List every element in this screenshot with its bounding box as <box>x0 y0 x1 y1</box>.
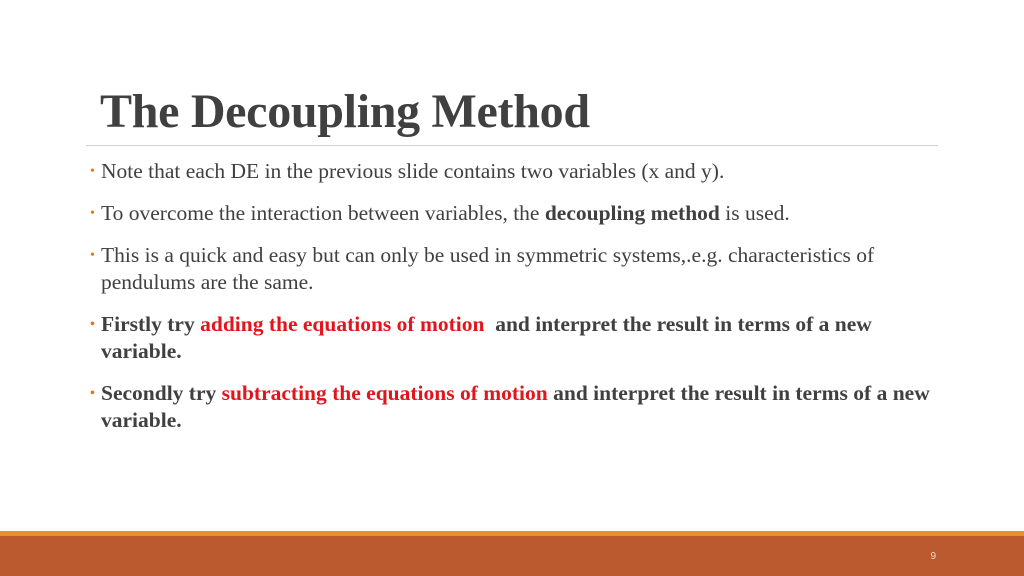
bullet-text: Note that each DE in the previous slide contains two variables (x and y). <box>101 159 725 183</box>
bullet-icon: • <box>90 164 95 179</box>
bullet-icon: • <box>90 248 95 263</box>
bullet-text: and interpret the result in terms of a new variable. <box>101 312 878 363</box>
bullet-text: Firstly try <box>101 312 201 336</box>
bullet-item <box>86 311 946 365</box>
bullet-icon: • <box>90 206 95 221</box>
bullet-text: Secondly try <box>101 381 222 405</box>
bullet-icon: • <box>90 317 95 332</box>
bullet-item <box>86 200 946 227</box>
bullet-list <box>86 158 946 449</box>
title-divider <box>86 145 938 146</box>
footer-bar <box>0 536 1024 576</box>
bullet-item <box>86 380 946 434</box>
bullet-text: This is a quick and easy but can only be used in symmetric systems,.e.g. characteristics of pendulums are the same. <box>101 243 875 294</box>
bullet-text: To overcome the interaction between variables, the <box>101 201 545 225</box>
bullet-text: and interpret the result in terms of a new variable. <box>101 381 930 432</box>
bullet-highlight: adding the equations of motion <box>200 312 485 336</box>
bullet-item <box>86 158 946 185</box>
slide-number: 9 <box>930 551 936 562</box>
bullet-text: is used. <box>719 201 790 225</box>
bullet-icon: • <box>90 386 95 401</box>
bullet-highlight: subtracting the equations of motion <box>221 381 548 405</box>
bullet-item <box>86 242 946 296</box>
slide-title: The Decoupling Method <box>100 85 590 138</box>
bullet-bold-term: decoupling method <box>544 201 720 225</box>
